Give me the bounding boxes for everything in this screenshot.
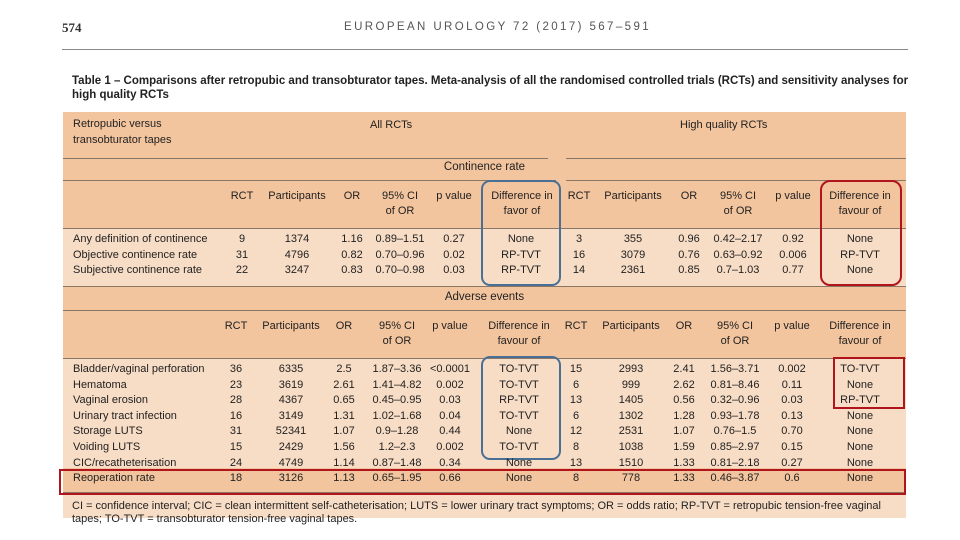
adverse-cell-label: Voiding LUTS — [73, 441, 141, 453]
adverse-cell-diff: TO-TVT — [499, 378, 539, 391]
adverse-cell-hq-participants: 1510 — [618, 456, 644, 469]
adverse-cell-ci: 1.2–2.3 — [378, 441, 416, 453]
adverse-cell-p: 0.34 — [439, 456, 461, 469]
table-caption: Table 1 – Comparisons after retropubic and transobturator tapes. Meta-analysis of all the randomised controlled trials (RCTs) and sensitivity analyses for high quality RCTs — [72, 75, 909, 101]
col-p: p value — [432, 320, 468, 332]
adverse-cell-hq-or: 1.59 — [673, 441, 695, 453]
adverse-cell-diff: TO-TVT — [499, 441, 539, 453]
adverse-cell-hq-participants: 1038 — [618, 441, 644, 453]
adverse-cell-p: 0.002 — [436, 441, 464, 453]
adverse-cell-ci: 0.45–0.95 — [372, 394, 422, 407]
adverse-cell-hq-ci: 0.76–1.5 — [713, 425, 757, 438]
adverse-cell-hq-p: 0.6 — [784, 472, 800, 485]
continence-cell-or: 0.83 — [341, 264, 363, 276]
adverse-cell-p: 0.44 — [439, 425, 461, 438]
adverse-cell-label: Bladder/vaginal perforation — [73, 363, 205, 375]
continence-cell-hq-participants: 2361 — [620, 264, 646, 276]
col-diff-sub: favor of — [503, 205, 541, 217]
adverse-cell-participants: 52341 — [275, 425, 307, 438]
adverse-cell-ci: 0.65–1.95 — [372, 472, 422, 485]
adverse-cell-participants: 4749 — [278, 456, 304, 469]
adverse-cell-hq-or: 0.56 — [673, 394, 695, 407]
continence-cell-participants: 1374 — [284, 233, 310, 245]
col-hq-diff: Difference in — [829, 190, 891, 202]
data-table — [63, 112, 906, 518]
adverse-cell-or: 1.14 — [333, 456, 355, 469]
adverse-cell-p: 0.04 — [439, 409, 461, 422]
continence-cell-diff: RP-TVT — [501, 264, 541, 276]
comparison-label-line1: Retropubic versus — [73, 118, 162, 130]
continence-cell-diff: None — [507, 233, 535, 245]
adverse-cell-hq-or: 1.33 — [673, 456, 695, 469]
adverse-section-label: Adverse events — [444, 291, 525, 303]
adverse-cell-diff: TO-TVT — [499, 363, 539, 375]
adverse-cell-or: 1.07 — [333, 425, 355, 438]
adverse-cell-hq-participants: 1302 — [618, 409, 644, 422]
continence-cell-hq-ci: 0.7–1.03 — [716, 264, 760, 276]
adverse-cell-diff: TO-TVT — [499, 409, 539, 422]
adverse-cell-diff: None — [505, 472, 533, 485]
adverse-cell-or: 2.61 — [333, 378, 355, 391]
continence-cell-hq-participants: 3079 — [620, 248, 646, 261]
adverse-cell-ci: 0.87–1.48 — [372, 456, 422, 469]
continence-cell-diff: RP-TVT — [501, 248, 541, 261]
adverse-cell-hq-p: 0.15 — [781, 441, 803, 453]
col-or: OR — [343, 190, 361, 202]
continence-cell-hq-p: 0.92 — [782, 233, 804, 245]
adverse-cell-participants: 2429 — [278, 441, 304, 453]
col-hq-diff-sub: favour of — [838, 335, 882, 347]
continence-cell-hq-diff: RP-TVT — [840, 248, 880, 261]
continence-cell-hq-p: 0.77 — [782, 264, 804, 276]
continence-cell-ci: 0.70–0.96 — [375, 248, 425, 261]
comparison-label-line2: transobturator tapes — [73, 134, 172, 146]
continence-cell-hq-participants: 355 — [623, 233, 643, 245]
continence-cell-hq-rct: 14 — [572, 264, 586, 276]
adverse-cell-hq-or: 1.07 — [673, 425, 695, 438]
continence-cell-ci: 0.70–0.98 — [375, 264, 425, 276]
adverse-cell-participants: 3126 — [278, 472, 304, 485]
continence-cell-hq-or: 0.96 — [678, 233, 700, 245]
adverse-cell-rct: 31 — [229, 425, 243, 438]
col-hq-diff: Difference in — [829, 320, 891, 332]
col-ci: 95% CI — [381, 190, 419, 202]
adverse-cell-hq-rct: 12 — [569, 425, 583, 438]
adverse-cell-label: Storage LUTS — [73, 425, 143, 438]
col-diff: Difference in — [491, 190, 553, 202]
col-hq-rct: RCT — [567, 190, 591, 202]
adverse-cell-hq-rct: 13 — [569, 456, 583, 469]
continence-cell-participants: 4796 — [284, 248, 310, 261]
col-hq-participants: Participants — [602, 320, 660, 332]
continence-cell-hq-ci: 0.63–0.92 — [713, 248, 763, 261]
continence-cell-or: 0.82 — [341, 248, 363, 261]
continence-cell-hq-diff: None — [846, 264, 874, 276]
rule — [63, 310, 906, 311]
continence-cell-hq-or: 0.85 — [678, 264, 700, 276]
continence-cell-rct: 31 — [235, 248, 249, 261]
adverse-cell-participants: 3619 — [278, 378, 304, 391]
continence-cell-hq-ci: 0.42–2.17 — [713, 233, 763, 245]
rule — [63, 180, 556, 181]
col-hq-diff-sub: favour of — [838, 205, 882, 217]
adverse-cell-hq-participants: 778 — [621, 472, 641, 485]
col-ci: 95% CI — [378, 320, 416, 332]
continence-cell-hq-rct: 3 — [575, 233, 583, 245]
top-header-band — [63, 112, 906, 158]
high-quality-rcts-label: High quality RCTs — [680, 119, 768, 131]
adverse-cell-hq-rct: 15 — [569, 363, 583, 375]
col-participants: Participants — [262, 320, 320, 332]
journal-header: EUROPEAN UROLOGY 72 (2017) 567–591 — [344, 21, 652, 33]
continence-cell-rct: 9 — [238, 233, 246, 245]
col-hq-or: OR — [675, 320, 693, 332]
col-diff-sub: favour of — [497, 335, 541, 347]
adverse-cell-hq-diff: TO-TVT — [840, 363, 880, 375]
adverse-cell-hq-or: 1.28 — [673, 409, 695, 422]
adverse-cell-hq-diff: None — [846, 456, 874, 469]
adverse-cell-rct: 18 — [229, 472, 243, 485]
continence-cell-p: 0.27 — [443, 233, 465, 245]
adverse-cell-hq-diff: None — [846, 378, 874, 391]
adverse-cell-hq-p: 0.70 — [781, 425, 803, 438]
adverse-cell-or: 1.31 — [333, 409, 355, 422]
adverse-cell-hq-p: 0.11 — [781, 378, 803, 391]
continence-cell-or: 1.16 — [341, 233, 363, 245]
adverse-cell-label: Reoperation rate — [73, 472, 155, 485]
col-diff: Difference in — [488, 320, 550, 332]
adverse-cell-hq-or: 2.41 — [673, 363, 695, 375]
table-footnote: CI = confidence interval; CIC = clean intermittent self-catheterisation; LUTS = lower urinary tract symptoms; OR = odds ratio; RP-TVT = retropubic tension-free vaginal tapes; TO-TVT = transobturator tension-free vaginal tapes. — [72, 500, 881, 525]
continence-cell-p: 0.03 — [443, 264, 465, 276]
col-or: OR — [335, 320, 353, 332]
all-rcts-label: All RCTs — [370, 119, 413, 131]
adverse-cell-hq-diff: RP-TVT — [840, 394, 880, 407]
col-participants: Participants — [268, 190, 326, 202]
adverse-cell-hq-ci: 0.32–0.96 — [710, 394, 760, 407]
col-hq-ci: 95% CI — [719, 190, 757, 202]
adverse-cell-hq-p: 0.03 — [781, 394, 803, 407]
col-rct: RCT — [224, 320, 248, 332]
adverse-cell-hq-participants: 2993 — [618, 363, 644, 375]
adverse-cell-ci: 1.02–1.68 — [372, 409, 422, 422]
adverse-cell-rct: 23 — [229, 378, 243, 391]
adverse-cell-hq-ci: 0.81–8.46 — [710, 378, 760, 391]
col-hq-p: p value — [775, 190, 811, 202]
adverse-cell-diff: RP-TVT — [499, 394, 539, 407]
adverse-cell-p: 0.002 — [436, 378, 464, 391]
adverse-cell-hq-ci: 0.81–2.18 — [710, 456, 760, 469]
rule — [63, 286, 906, 287]
adverse-cell-or: 1.13 — [333, 472, 355, 485]
adverse-cell-diff: None — [505, 425, 533, 438]
adverse-cell-or: 0.65 — [333, 394, 355, 407]
adverse-cell-hq-diff: None — [846, 472, 874, 485]
adverse-cell-hq-rct: 13 — [569, 394, 583, 407]
continence-cell-label: Objective continence rate — [73, 248, 198, 261]
adverse-cell-participants: 6335 — [278, 363, 304, 375]
adverse-cell-hq-participants: 999 — [621, 378, 641, 391]
adverse-cell-label: CIC/recatheterisation — [73, 456, 177, 469]
adverse-cell-label: Urinary tract infection — [73, 409, 177, 422]
adverse-cell-hq-ci: 0.85–2.97 — [710, 441, 760, 453]
col-p: p value — [436, 190, 472, 202]
adverse-cell-label: Vaginal erosion — [73, 394, 149, 407]
adverse-cell-p: 0.03 — [439, 394, 461, 407]
adverse-cell-rct: 28 — [229, 394, 243, 407]
adverse-cell-participants: 4367 — [278, 394, 304, 407]
col-hq-p: p value — [774, 320, 810, 332]
adverse-cell-p: 0.66 — [439, 472, 461, 485]
continence-cell-ci: 0.89–1.51 — [375, 233, 425, 245]
continence-cell-hq-rct: 16 — [572, 248, 586, 261]
header-rule — [62, 49, 908, 50]
adverse-cell-hq-ci: 0.46–3.87 — [710, 472, 760, 485]
adverse-cell-ci: 1.41–4.82 — [372, 378, 422, 391]
rule — [63, 158, 548, 159]
adverse-cell-hq-p: 0.13 — [781, 409, 803, 422]
adverse-cell-hq-diff: None — [846, 425, 874, 438]
adverse-cell-hq-p: 0.002 — [778, 363, 806, 375]
col-rct: RCT — [230, 190, 254, 202]
adverse-cell-rct: 24 — [229, 456, 243, 469]
adverse-cell-diff: None — [505, 456, 533, 469]
adverse-cell-hq-ci: 1.56–3.71 — [710, 363, 760, 375]
adverse-cell-or: 2.5 — [336, 363, 352, 375]
adverse-cell-or: 1.56 — [333, 441, 355, 453]
continence-cell-rct: 22 — [235, 264, 249, 276]
adverse-cell-hq-or: 2.62 — [673, 378, 695, 391]
rule — [566, 158, 906, 159]
adverse-cell-hq-rct: 8 — [572, 441, 580, 453]
adverse-cell-hq-rct: 6 — [572, 378, 580, 391]
col-hq-rct: RCT — [564, 320, 588, 332]
adverse-cell-label: Hematoma — [73, 378, 127, 391]
col-ci-sub: of OR — [385, 205, 415, 217]
adverse-cell-hq-participants: 2531 — [618, 425, 644, 438]
adverse-cell-rct: 36 — [229, 363, 243, 375]
col-hq-ci: 95% CI — [716, 320, 754, 332]
continence-section-label: Continence rate — [443, 161, 526, 173]
col-hq-or: OR — [680, 190, 698, 202]
adverse-cell-ci: 1.87–3.36 — [372, 363, 422, 375]
adverse-cell-rct: 15 — [229, 441, 243, 453]
adverse-cell-hq-rct: 6 — [572, 409, 580, 422]
col-hq-ci-sub: of OR — [720, 335, 750, 347]
adverse-cell-hq-diff: None — [846, 409, 874, 422]
adverse-cell-ci: 0.9–1.28 — [375, 425, 419, 438]
adverse-cell-hq-participants: 1405 — [618, 394, 644, 407]
continence-cell-label: Subjective continence rate — [73, 264, 203, 276]
adverse-cell-rct: 16 — [229, 409, 243, 422]
adverse-cell-participants: 3149 — [278, 409, 304, 422]
col-hq-ci-sub: of OR — [723, 205, 753, 217]
continence-cell-hq-or: 0.76 — [678, 248, 700, 261]
continence-cell-p: 0.02 — [443, 248, 465, 261]
continence-cell-hq-p: 0.006 — [779, 248, 807, 261]
adverse-cell-hq-p: 0.27 — [781, 456, 803, 469]
col-ci-sub: of OR — [382, 335, 412, 347]
adverse-cell-hq-rct: 8 — [572, 472, 580, 485]
col-hq-participants: Participants — [604, 190, 662, 202]
continence-cell-label: Any definition of continence — [73, 233, 208, 245]
adverse-cell-hq-ci: 0.93–1.78 — [710, 409, 760, 422]
continence-cell-participants: 3247 — [284, 264, 310, 276]
continence-cell-hq-diff: None — [846, 233, 874, 245]
page-number: 574 — [62, 20, 82, 35]
adverse-cell-hq-or: 1.33 — [673, 472, 695, 485]
adverse-cell-p: <0.0001 — [429, 363, 471, 375]
adverse-cell-hq-diff: None — [846, 441, 874, 453]
